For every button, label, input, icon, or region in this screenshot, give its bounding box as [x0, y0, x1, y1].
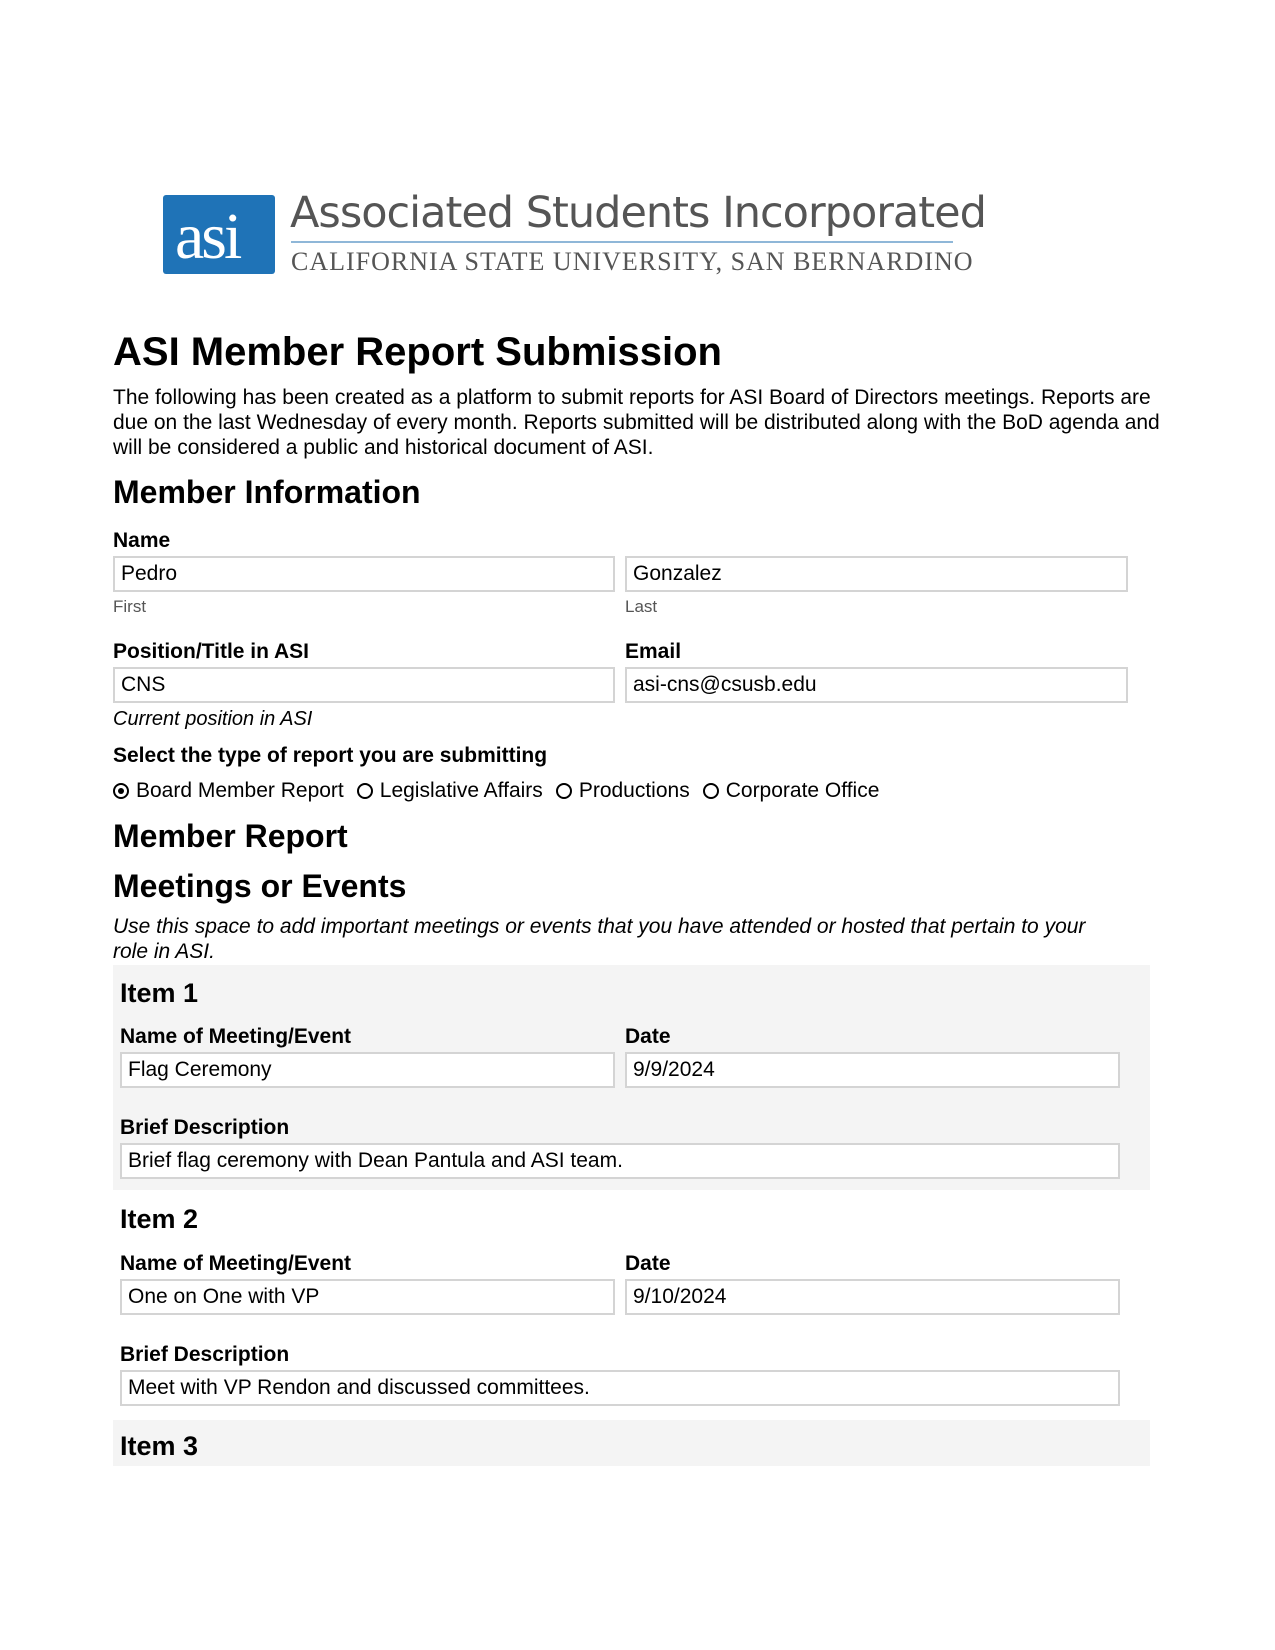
report-type-label: Select the type of report you are submitting — [113, 744, 548, 767]
item-title: Item 2 — [120, 1204, 199, 1234]
meeting-name-field[interactable]: One on One with VP — [120, 1279, 615, 1315]
first-name-sublabel: First — [113, 597, 147, 616]
radio-legislative-affairs[interactable] — [357, 779, 543, 803]
meeting-name-label: Name of Meeting/Event — [120, 1252, 352, 1275]
item-title: Item 1 — [120, 978, 199, 1008]
logo-subtitle: CALIFORNIA STATE UNIVERSITY, SAN BERNARDINO — [291, 247, 974, 276]
report-type-radio-group — [113, 779, 892, 803]
meeting-date-label: Date — [625, 1025, 671, 1048]
meeting-description-label: Brief Description — [120, 1116, 290, 1139]
email-label: Email — [625, 640, 682, 663]
radio-label: Productions — [578, 779, 690, 802]
last-name-field[interactable]: Gonzalez — [625, 556, 1128, 592]
radio-productions[interactable] — [556, 779, 690, 803]
meeting-date-field[interactable]: 9/9/2024 — [625, 1052, 1120, 1088]
meeting-item-3 — [113, 1420, 1150, 1466]
radio-unselected-icon — [556, 783, 572, 799]
first-name-field[interactable]: Pedro — [113, 556, 615, 592]
page-title: ASI Member Report Submission — [113, 330, 722, 374]
asi-logo — [163, 188, 986, 280]
meeting-description-field[interactable]: Brief flag ceremony with Dean Pantula and ASI team. — [120, 1143, 1120, 1179]
radio-label: Corporate Office — [725, 779, 880, 802]
asi-logo-badge — [163, 195, 275, 274]
member-information-heading: Member Information — [113, 474, 421, 510]
radio-unselected-icon — [703, 783, 719, 799]
last-name-sublabel: Last — [625, 597, 658, 616]
radio-label: Legislative Affairs — [379, 779, 543, 802]
position-hint: Current position in ASI — [113, 708, 313, 730]
logo-divider — [291, 241, 953, 243]
intro-text: The following has been created as a platform to submit reports for ASI Board of Directors meetings. Reports are due on the last Wednesday of every month. Reports submitted will be distributed along with the BoD agenda and will be considered a public and historical document of ASI. — [113, 386, 1160, 459]
meeting-description-label: Brief Description — [120, 1343, 290, 1366]
radio-corporate-office[interactable] — [703, 779, 880, 803]
radio-label: Board Member Report — [136, 779, 344, 802]
name-label: Name — [113, 529, 171, 552]
radio-unselected-icon — [357, 783, 373, 799]
position-label: Position/Title in ASI — [113, 640, 310, 663]
logo-title: Associated Students Incorporated — [290, 188, 986, 238]
meeting-name-label: Name of Meeting/Event — [120, 1025, 352, 1048]
meeting-description-field[interactable]: Meet with VP Rendon and discussed committees. — [120, 1370, 1120, 1406]
meeting-date-field[interactable]: 9/10/2024 — [625, 1279, 1120, 1315]
meeting-date-label: Date — [625, 1252, 671, 1275]
radio-board-member-report[interactable] — [113, 779, 344, 803]
item-title: Item 3 — [120, 1431, 199, 1461]
asi-logo-mark: asi — [175, 200, 240, 273]
position-field[interactable]: CNS — [113, 667, 615, 703]
meeting-name-field[interactable]: Flag Ceremony — [120, 1052, 615, 1088]
meetings-hint: Use this space to add important meetings or events that you have attended or hosted that pertain to your role in ASI. — [113, 915, 1086, 963]
meetings-heading: Meetings or Events — [113, 868, 407, 904]
radio-selected-icon — [113, 783, 129, 799]
email-field[interactable]: asi-cns@csusb.edu — [625, 667, 1128, 703]
member-report-heading: Member Report — [113, 818, 348, 854]
